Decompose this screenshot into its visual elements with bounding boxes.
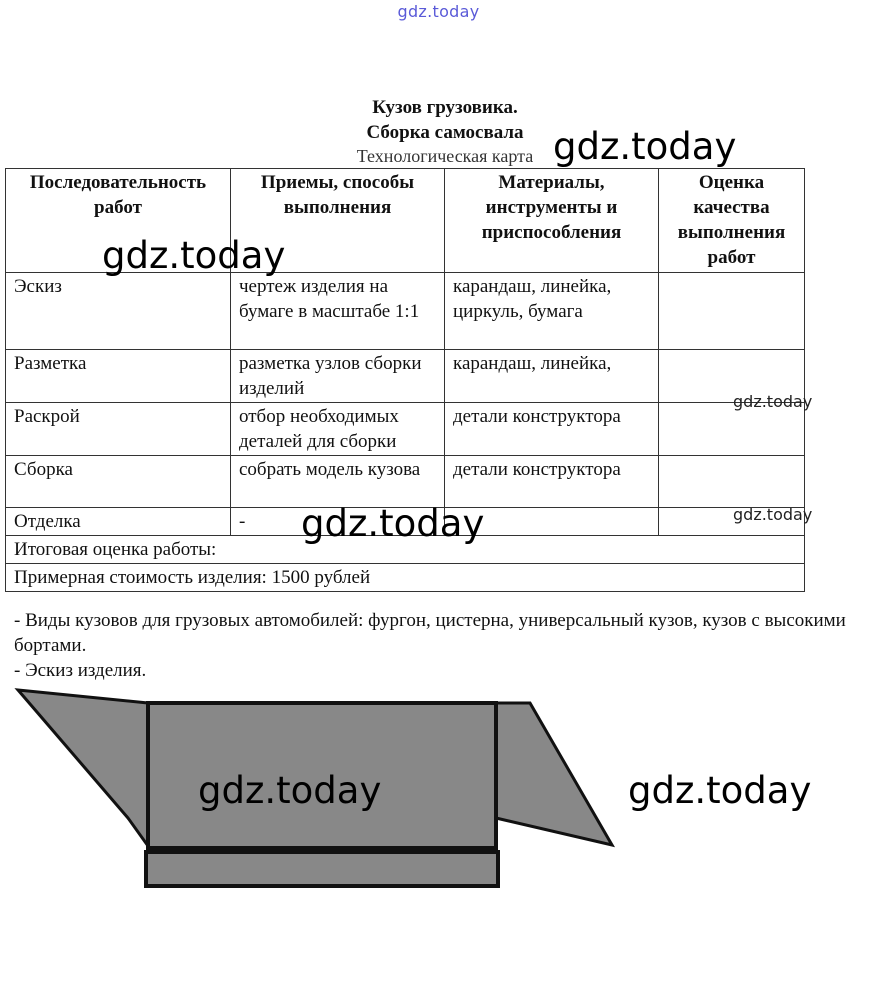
column-header: Оценка качества выполнения работ [659, 169, 805, 273]
column-header: Материалы, инструменты и приспособления [445, 169, 659, 273]
watermark: gdz.today [301, 502, 485, 545]
cell-materials: карандаш, линейка, [445, 350, 659, 403]
watermark-top: gdz.today [397, 2, 480, 21]
cell-method: собрать модель кузова [231, 456, 445, 508]
cell-method: чертеж изделия на бумаге в масштабе 1:1 [231, 273, 445, 350]
watermark: gdz.today [198, 769, 382, 812]
table-row [6, 273, 805, 350]
document-title: Кузов грузовика. [372, 97, 518, 118]
sketch-bottom-panel [146, 852, 498, 886]
cell-materials: карандаш, линейка, циркуль, бумага [445, 273, 659, 350]
cell-materials: детали конструктора [445, 456, 659, 508]
watermark: gdz.today [733, 392, 813, 411]
cell-method: отбор необходимых деталей для сборки [231, 403, 445, 456]
table-row [6, 403, 805, 456]
sketch-note: - Эскиз изделия. [14, 660, 147, 681]
watermark: gdz.today [102, 234, 286, 277]
table-row [6, 350, 805, 403]
cell-step: Эскиз [6, 273, 231, 350]
sketch-left-wing [18, 690, 148, 846]
watermark: gdz.today [628, 769, 812, 812]
watermark: gdz.today [733, 505, 813, 524]
cell-method: разметка узлов сборки изделий [231, 350, 445, 403]
cell-step: Сборка [6, 456, 231, 508]
cell-quality [659, 273, 805, 350]
document-title-line2: Сборка самосвала [366, 122, 524, 143]
watermark: gdz.today [553, 125, 737, 168]
sketch-right-wing [496, 703, 612, 845]
cell-step: Раскрой [6, 403, 231, 456]
table-row [6, 456, 805, 508]
column-header: Приемы, способы выполнения [231, 169, 445, 273]
document-subtitle: Технологическая карта [356, 146, 534, 166]
total-score: Итоговая оценка работы: [6, 536, 805, 564]
cell-method: - [231, 508, 445, 536]
approximate-cost: Примерная стоимость изделия: 1500 рублей [6, 564, 805, 592]
cell-step: Разметка [6, 350, 231, 403]
column-header: Последовательность работ [6, 169, 231, 273]
body-types-note: - Виды кузовов для грузовых автомобилей: фургон, цистерна, универсальный кузов, кузов с высокими бортами. [14, 610, 846, 656]
cell-step: Отделка [6, 508, 231, 536]
cell-quality [659, 456, 805, 508]
notes [14, 608, 874, 683]
cell-materials: детали конструктора [445, 403, 659, 456]
table-cost-row [6, 564, 805, 592]
